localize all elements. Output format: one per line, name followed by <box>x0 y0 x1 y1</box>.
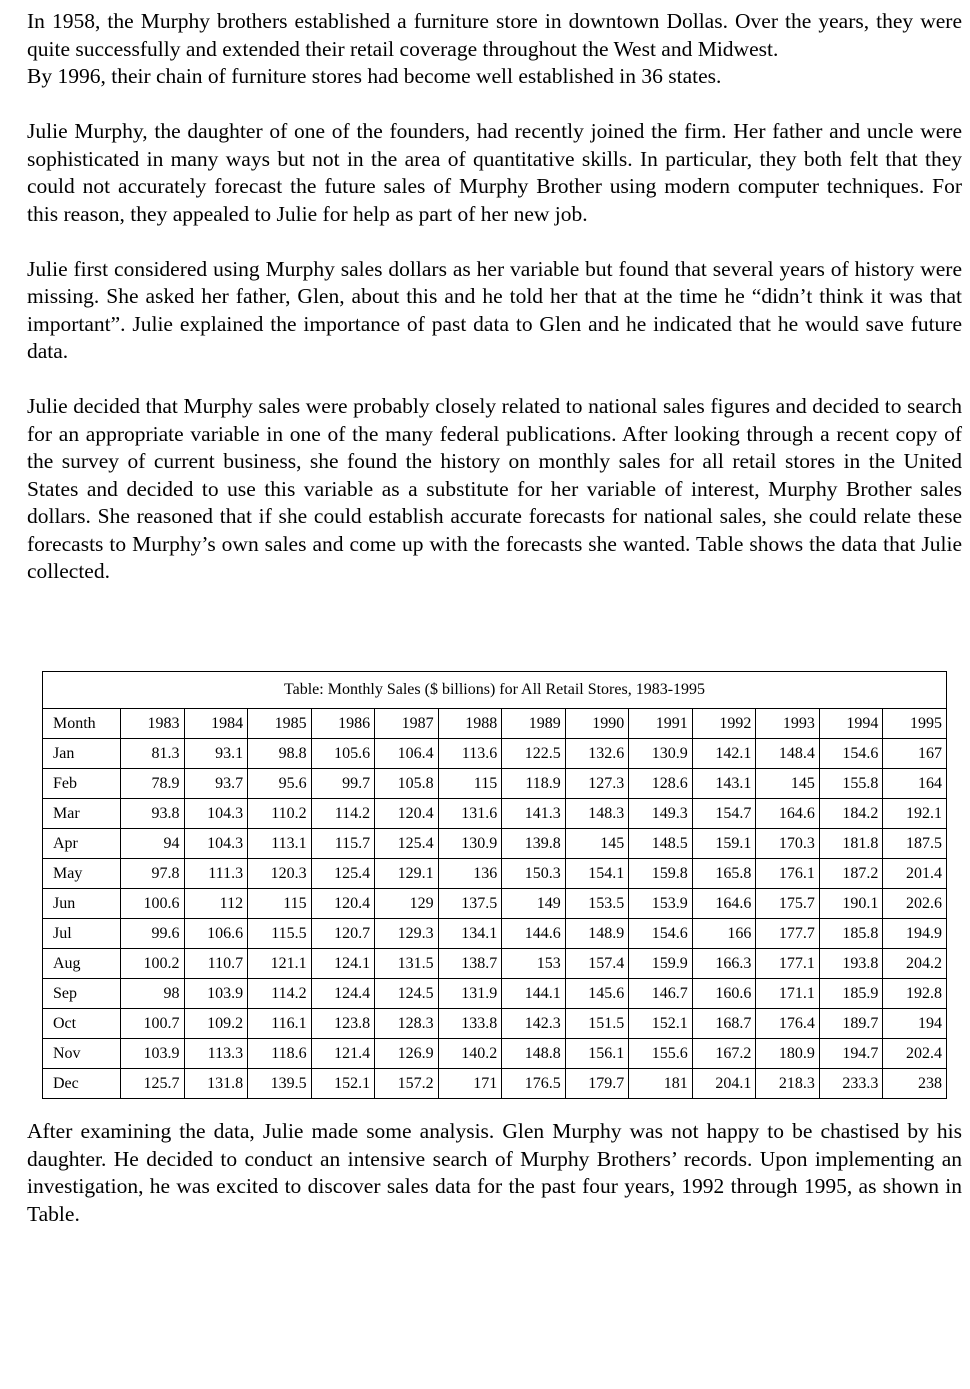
paragraph-missing-history: Julie first considered using Murphy sales dollars as her variable but found that several years of history were missing. She asked her father, Glen, about this and he told her that at the time he “didn’t think it was that important”. Julie explained the importance of past data to Glen and he indicated that he would save future data. <box>27 256 962 363</box>
year-column-header: 1990 <box>565 709 629 739</box>
sales-value-cell: 114.2 <box>248 979 312 1009</box>
month-cell: May <box>43 859 121 889</box>
sales-value-cell: 155.6 <box>629 1039 693 1069</box>
sales-value-cell: 139.5 <box>248 1069 312 1099</box>
sales-value-cell: 143.1 <box>692 769 756 799</box>
sales-value-cell: 118.6 <box>248 1039 312 1069</box>
sales-value-cell: 131.9 <box>438 979 502 1009</box>
sales-value-cell: 128.6 <box>629 769 693 799</box>
sales-value-cell: 142.3 <box>502 1009 566 1039</box>
table-caption: Table: Monthly Sales ($ billions) for All Retail Stores, 1983-1995 <box>43 672 947 709</box>
sales-value-cell: 154.1 <box>565 859 629 889</box>
sales-value-cell: 100.7 <box>121 1009 185 1039</box>
sales-value-cell: 185.8 <box>819 919 883 949</box>
sales-value-cell: 190.1 <box>819 889 883 919</box>
sales-value-cell: 193.8 <box>819 949 883 979</box>
year-column-header: 1992 <box>692 709 756 739</box>
sales-value-cell: 112 <box>184 889 248 919</box>
sales-value-cell: 152.1 <box>311 1069 375 1099</box>
sales-value-cell: 238 <box>883 1069 947 1099</box>
sales-value-cell: 121.4 <box>311 1039 375 1069</box>
sales-value-cell: 194.9 <box>883 919 947 949</box>
sales-value-cell: 152.1 <box>629 1009 693 1039</box>
sales-value-cell: 120.4 <box>375 799 439 829</box>
sales-value-cell: 156.1 <box>565 1039 629 1069</box>
sales-value-cell: 204.1 <box>692 1069 756 1099</box>
sales-value-cell: 194.7 <box>819 1039 883 1069</box>
month-cell: Aug <box>43 949 121 979</box>
month-cell: Dec <box>43 1069 121 1099</box>
year-column-header: 1986 <box>311 709 375 739</box>
sales-value-cell: 94 <box>121 829 185 859</box>
sales-value-cell: 104.3 <box>184 799 248 829</box>
table-row <box>43 769 947 799</box>
sales-value-cell: 154.6 <box>819 739 883 769</box>
sales-value-cell: 137.5 <box>438 889 502 919</box>
sales-value-cell: 176.1 <box>756 859 820 889</box>
sales-value-cell: 115 <box>438 769 502 799</box>
sales-value-cell: 204.2 <box>883 949 947 979</box>
sales-value-cell: 166 <box>692 919 756 949</box>
paragraph-after-analysis: After examining the data, Julie made some analysis. Glen Murphy was not happy to be chastised by his daughter. He decided to conduct an intensive search of Murphy Brothers’ records. Upon implementing an investigation, he was excited to discover sales data for the past four years, 1992 through 1995, as shown in Table. <box>27 1119 962 1226</box>
sales-value-cell: 176.4 <box>756 1009 820 1039</box>
paragraph-gap <box>27 228 962 256</box>
sales-value-cell: 148.8 <box>502 1039 566 1069</box>
sales-value-cell: 175.7 <box>756 889 820 919</box>
year-column-header: 1989 <box>502 709 566 739</box>
sales-value-cell: 153.5 <box>565 889 629 919</box>
month-column-header: Month <box>43 709 121 739</box>
sales-value-cell: 192.1 <box>883 799 947 829</box>
sales-value-cell: 125.7 <box>121 1069 185 1099</box>
sales-value-cell: 164.6 <box>692 889 756 919</box>
sales-value-cell: 99.6 <box>121 919 185 949</box>
sales-value-cell: 124.5 <box>375 979 439 1009</box>
table-header-row <box>43 709 947 739</box>
sales-value-cell: 125.4 <box>375 829 439 859</box>
sales-value-cell: 142.1 <box>692 739 756 769</box>
sales-value-cell: 181 <box>629 1069 693 1099</box>
sales-value-cell: 159.1 <box>692 829 756 859</box>
sales-value-cell: 157.2 <box>375 1069 439 1099</box>
monthly-sales-table <box>42 671 947 1099</box>
sales-value-cell: 144.1 <box>502 979 566 1009</box>
year-column-header: 1988 <box>438 709 502 739</box>
sales-value-cell: 122.5 <box>502 739 566 769</box>
table-row <box>43 799 947 829</box>
sales-value-cell: 118.9 <box>502 769 566 799</box>
sales-value-cell: 132.6 <box>565 739 629 769</box>
month-cell: Mar <box>43 799 121 829</box>
sales-value-cell: 187.5 <box>883 829 947 859</box>
sales-value-cell: 194 <box>883 1009 947 1039</box>
table-row <box>43 1009 947 1039</box>
sales-value-cell: 99.7 <box>311 769 375 799</box>
sales-value-cell: 202.6 <box>883 889 947 919</box>
year-column-header: 1985 <box>248 709 312 739</box>
sales-value-cell: 145 <box>565 829 629 859</box>
sales-value-cell: 153.9 <box>629 889 693 919</box>
sales-value-cell: 105.6 <box>311 739 375 769</box>
sales-value-cell: 106.6 <box>184 919 248 949</box>
sales-value-cell: 153 <box>502 949 566 979</box>
month-cell: Sep <box>43 979 121 1009</box>
sales-value-cell: 139.8 <box>502 829 566 859</box>
sales-value-cell: 180.9 <box>756 1039 820 1069</box>
sales-value-cell: 145 <box>756 769 820 799</box>
month-cell: Jun <box>43 889 121 919</box>
sales-value-cell: 124.4 <box>311 979 375 1009</box>
sales-value-cell: 164.6 <box>756 799 820 829</box>
sales-value-cell: 165.8 <box>692 859 756 889</box>
paragraph-national-sales: Julie decided that Murphy sales were probably closely related to national sales figures and decided to search for an appropriate variable in one of the many federal publications. After looking through a recent copy of the survey of current business, she found the history on monthly sales for all retail stores in the United States and decided to use this variable as a substitute for her variable of interest, Murphy Brother sales dollars. She reasoned that if she could establish accurate forecasts for national sales, she could relate these forecasts to Murphy’s own sales and come up with the forecasts she wanted. Table shows the data that Julie collected. <box>27 394 962 583</box>
year-column-header: 1983 <box>121 709 185 739</box>
sales-value-cell: 151.5 <box>565 1009 629 1039</box>
year-column-header: 1991 <box>629 709 693 739</box>
sales-value-cell: 129 <box>375 889 439 919</box>
sales-value-cell: 146.7 <box>629 979 693 1009</box>
table-row <box>43 979 947 1009</box>
sales-value-cell: 120.7 <box>311 919 375 949</box>
sales-value-cell: 130.9 <box>629 739 693 769</box>
sales-value-cell: 148.3 <box>565 799 629 829</box>
sales-value-cell: 177.7 <box>756 919 820 949</box>
sales-value-cell: 93.8 <box>121 799 185 829</box>
sales-value-cell: 202.4 <box>883 1039 947 1069</box>
sales-table-container <box>42 671 947 1099</box>
sales-value-cell: 181.8 <box>819 829 883 859</box>
sales-value-cell: 93.7 <box>184 769 248 799</box>
month-cell: Nov <box>43 1039 121 1069</box>
sales-value-cell: 129.3 <box>375 919 439 949</box>
sales-value-cell: 93.1 <box>184 739 248 769</box>
sales-value-cell: 157.4 <box>565 949 629 979</box>
sales-value-cell: 154.7 <box>692 799 756 829</box>
sales-value-cell: 131.5 <box>375 949 439 979</box>
sales-value-cell: 144.6 <box>502 919 566 949</box>
sales-value-cell: 109.2 <box>184 1009 248 1039</box>
sales-value-cell: 131.6 <box>438 799 502 829</box>
sales-value-cell: 134.1 <box>438 919 502 949</box>
month-cell: Jul <box>43 919 121 949</box>
paragraph-julie-joined: Julie Murphy, the daughter of one of the founders, had recently joined the firm. Her father and uncle were sophisticated in many ways but not in the area of quantitative skills. In particular, they both felt that they could not accurately forecast the future sales of Murphy Brother using modern computer techniques. For this reason, they appealed to Julie for help as part of her new job. <box>27 119 962 226</box>
sales-value-cell: 141.3 <box>502 799 566 829</box>
sales-value-cell: 176.5 <box>502 1069 566 1099</box>
sales-value-cell: 113.3 <box>184 1039 248 1069</box>
table-row <box>43 919 947 949</box>
sales-value-cell: 130.9 <box>438 829 502 859</box>
sales-value-cell: 185.9 <box>819 979 883 1009</box>
sales-value-cell: 116.1 <box>248 1009 312 1039</box>
sales-value-cell: 103.9 <box>121 1039 185 1069</box>
sales-value-cell: 148.9 <box>565 919 629 949</box>
sales-value-cell: 111.3 <box>184 859 248 889</box>
sales-value-cell: 171 <box>438 1069 502 1099</box>
sales-value-cell: 115 <box>248 889 312 919</box>
sales-value-cell: 179.7 <box>565 1069 629 1099</box>
table-row <box>43 829 947 859</box>
sales-value-cell: 145.6 <box>565 979 629 1009</box>
sales-value-cell: 164 <box>883 769 947 799</box>
sales-value-cell: 149.3 <box>629 799 693 829</box>
paragraph-intro: In 1958, the Murphy brothers established a furniture store in downtown Dollas. Over the years, they were quite successfully and extended their retail coverage throughout the West and Midwest. <box>27 9 962 61</box>
sales-value-cell: 138.7 <box>438 949 502 979</box>
sales-value-cell: 81.3 <box>121 739 185 769</box>
sales-value-cell: 160.6 <box>692 979 756 1009</box>
sales-value-cell: 233.3 <box>819 1069 883 1099</box>
sales-value-cell: 110.2 <box>248 799 312 829</box>
table-row <box>43 739 947 769</box>
sales-value-cell: 98 <box>121 979 185 1009</box>
year-column-header: 1995 <box>883 709 947 739</box>
sales-value-cell: 148.5 <box>629 829 693 859</box>
year-column-header: 1984 <box>184 709 248 739</box>
sales-value-cell: 106.4 <box>375 739 439 769</box>
table-row <box>43 889 947 919</box>
sales-value-cell: 120.3 <box>248 859 312 889</box>
sales-value-cell: 123.8 <box>311 1009 375 1039</box>
sales-value-cell: 177.1 <box>756 949 820 979</box>
table-row <box>43 1069 947 1099</box>
sales-value-cell: 100.6 <box>121 889 185 919</box>
sales-value-cell: 159.9 <box>629 949 693 979</box>
sales-value-cell: 126.9 <box>375 1039 439 1069</box>
sales-value-cell: 128.3 <box>375 1009 439 1039</box>
sales-value-cell: 201.4 <box>883 859 947 889</box>
sales-value-cell: 187.2 <box>819 859 883 889</box>
sales-value-cell: 189.7 <box>819 1009 883 1039</box>
sales-value-cell: 171.1 <box>756 979 820 1009</box>
sales-value-cell: 166.3 <box>692 949 756 979</box>
sales-value-cell: 104.3 <box>184 829 248 859</box>
sales-value-cell: 167.2 <box>692 1039 756 1069</box>
sales-value-cell: 184.2 <box>819 799 883 829</box>
sales-value-cell: 140.2 <box>438 1039 502 1069</box>
document-body <box>27 8 962 586</box>
sales-value-cell: 168.7 <box>692 1009 756 1039</box>
sales-value-cell: 167 <box>883 739 947 769</box>
year-column-header: 1987 <box>375 709 439 739</box>
sales-value-cell: 97.8 <box>121 859 185 889</box>
sales-value-cell: 154.6 <box>629 919 693 949</box>
table-row <box>43 949 947 979</box>
month-cell: Oct <box>43 1009 121 1039</box>
sales-value-cell: 115.7 <box>311 829 375 859</box>
sales-value-cell: 110.7 <box>184 949 248 979</box>
sales-value-cell: 100.2 <box>121 949 185 979</box>
paragraph-gap <box>27 91 962 119</box>
sales-value-cell: 121.1 <box>248 949 312 979</box>
sales-value-cell: 155.8 <box>819 769 883 799</box>
sales-value-cell: 120.4 <box>311 889 375 919</box>
sales-value-cell: 149 <box>502 889 566 919</box>
sales-value-cell: 78.9 <box>121 769 185 799</box>
sales-value-cell: 136 <box>438 859 502 889</box>
paragraph-intro-continued: By 1996, their chain of furniture stores had become well established in 36 states. <box>27 64 722 88</box>
sales-value-cell: 150.3 <box>502 859 566 889</box>
paragraph-gap <box>27 366 962 394</box>
sales-value-cell: 95.6 <box>248 769 312 799</box>
sales-value-cell: 113.6 <box>438 739 502 769</box>
year-column-header: 1994 <box>819 709 883 739</box>
table-row <box>43 859 947 889</box>
year-column-header: 1993 <box>756 709 820 739</box>
sales-value-cell: 127.3 <box>565 769 629 799</box>
month-cell: Feb <box>43 769 121 799</box>
sales-value-cell: 129.1 <box>375 859 439 889</box>
sales-value-cell: 114.2 <box>311 799 375 829</box>
sales-value-cell: 218.3 <box>756 1069 820 1099</box>
sales-value-cell: 192.8 <box>883 979 947 1009</box>
sales-value-cell: 98.8 <box>248 739 312 769</box>
month-cell: Apr <box>43 829 121 859</box>
sales-value-cell: 124.1 <box>311 949 375 979</box>
sales-value-cell: 148.4 <box>756 739 820 769</box>
sales-value-cell: 105.8 <box>375 769 439 799</box>
sales-value-cell: 131.8 <box>184 1069 248 1099</box>
sales-value-cell: 125.4 <box>311 859 375 889</box>
month-cell: Jan <box>43 739 121 769</box>
sales-value-cell: 113.1 <box>248 829 312 859</box>
sales-value-cell: 133.8 <box>438 1009 502 1039</box>
sales-value-cell: 159.8 <box>629 859 693 889</box>
sales-value-cell: 170.3 <box>756 829 820 859</box>
document-body-after-table <box>27 1118 962 1228</box>
table-caption-row <box>43 672 947 709</box>
sales-value-cell: 103.9 <box>184 979 248 1009</box>
sales-value-cell: 115.5 <box>248 919 312 949</box>
table-row <box>43 1039 947 1069</box>
